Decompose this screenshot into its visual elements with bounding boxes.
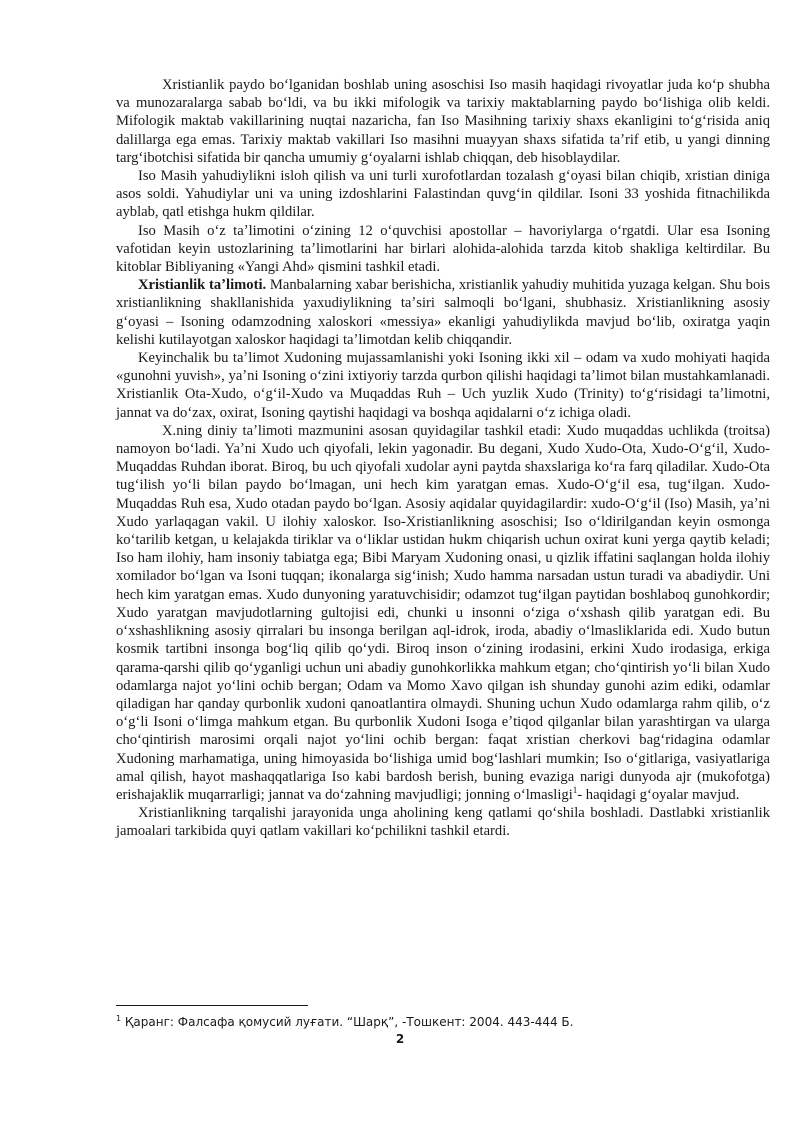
footnote-reference: 1 [572,785,578,796]
paragraph-2: Iso Masih yahudiylikni isloh qilish va uni turli xurofotlardan tozalash gʻoyasi bilan chiqib, xristian diniga asos soldi. Yahudiylar uni va uning izdoshlarini Falastindan quvgʻin qildilar. Isoni 33 yoshida fitnachilikda ayblab, qatl etishga hukm qildilar. [116,168,770,221]
footnote-marker: 1 [116,1014,122,1023]
footnote-text: Қаранг: Фалсафа қомусий луғати. “Шарқ”, -Тошкент: 2004. 443-444 Б. [121,1015,574,1029]
section-heading: Xristianlik taʼlimoti. [138,277,267,294]
paragraph-7: Xristianlikning tarqalishi jarayonida unga aholining keng qatlami qoʻshila boshladi. Dastlabki xristianlik jamoalari tarkibida quyi qatlam vakillari koʻpchilikni tashkil etardi. [116,805,770,840]
paragraph-6 [116,422,770,804]
paragraph-6-text: X.ning diniy taʼlimoti mazmunini asosan quyidagilar tashkil etadi: Xudo muqaddas uchlikda (troitsa) namoyon boʻladi. Yaʼni Xudo uch qiyofali, lekin yagonadir. Bu degani, Xudo Xudo-Ota, Xudo-Oʻgʻil, Xudo-Muqaddas Ruhdan iborat. Biroq, bu uch qiyofali xudolar ayni paytda shaxslariga koʻra farq qiladilar. Xudo-Ota tugʻilish yoʻli bilan paydo boʻlmagan, uni hech kim yaratgan emas. Xudo-Oʻgʻil esa, tugʻilgan. Xudo-Muqaddas Ruh esa, Xudo otadan paydo boʻlgan. Asosiy aqidalar quyidagilardir: xudo-Oʻgʻil (Iso) Masih, yaʼni Xudo yarlaqagan vakil. U ilohiy xaloskor. Iso-Xristianlikning asoschisi; Iso oʻldirilgandan keyin osmonga koʻtarilib ketgan, u kelajakda tiriklar va oʻliklar ustidan hukm chiqarish uchun oxirat kuni yerga qaytib keladi; Iso ham ilohiy, ham insoniy tabiatga ega; Bibi Maryam Xudoning onasi, u qizlik iffatini saqlangan holda ilohiy xomilador boʻlgan va Isoni tuqqan; ikonalarga sigʻinish; Xudo hamma narsadan ustun turadi va abadiydir. Uni hech kim yaratgan emas. Xudo dunyoning yaratuvchisidir; odamzot tugʻilgan paytidan boshlaboq gunohkordir; Xudo yaratgan mavjudotlarning gultojisi edi, chunki u insonni oʻziga oʻxshash qilib yaratgan edi. Bu oʻxshashlikning asosiy qirralari bu insonga berilgan aql-idrok, iroda, abadiy oʻlmasliklarida edi. Xudo butun kosmik tartibni insonga bogʻliq qilib qoʻydi. Biroq inson oʻzining irodasini, erkini Xudo irodasiga, erkiga qarama-qarshi qilib qoʻyganligi uchun uni abadiy gunohkorlikka mahkum etgan; choʻqintirish yoʻli bilan Xudo odamlarga najot yoʻlini ochib bergan; Odam va Momo Xavo qilgan ish shunday gunohi azim ediki, odamlar qiladigan har qanday qurbonlik xudoni qanoatlantira olmaydi. Shuning uchun Xudo odamlarga rahm qilib, oʻz oʻgʻli Isoni oʻlimga mahkum etgan. Bu qurbonlik Xudoni Isoga eʼtiqod qilganlar bilan yarashtirgan va ularga choʻqintirish marosimi orqali najot yoʻlini ochib bergan: faqat xristian cherkovi bagʻridagina odamlar Xudoning marhamatiga, uning himoyasida boʻlishiga umid bogʻlashlari mumkin; Iso oʻgitlariga, vasiyatlariga amal qilish, hayot mashaqqatlariga Iso kabi bardosh berish, buning evaziga narigi dunyoda ajr (mukofotga) erishajaklik muqarrarligi; jannat va doʻzahning mavjudligi; jonning oʻlmasligi [116,422,770,803]
paragraph-6-tail: - haqidagi gʻoyalar mavjud. [577,786,740,803]
paragraph-4-text: Manbalarning xabar berishicha, xristianlik yahudiy muhitida yuzaga kelgan. Shu bois xristianlikning shakllanishida yaxudiylikning taʼsiri salmoqli boʻlgani, shubhasiz. Xristianlikning asosiy gʻoyasi – Isoning odamzodning xaloskori «messiya» ekanligi yahudiylikda mavjud boʻlib, oxiratga yaqin kelishi kutilayotgan xaloskor haqidagi taʼlimotdan kelib chiqqandir. [116,277,770,348]
paragraph-3: Iso Masih oʻz taʼlimotini oʻzining 12 oʻquvchisi apostollar – havoriylarga oʻrgatdi. Ular esa Isoning vafotidan keyin ustozlarining taʼlimotlarini har birlari alohida-alohida tarzda kitob shakliga keltirdilar. Bu kitoblar Bibliyaning «Yangi Ahd» qismini tashkil etadi. [116,222,770,276]
page-number: 2 [395,1032,405,1046]
paragraph-4 [116,276,770,349]
paragraph-5: Keyinchalik bu taʼlimot Xudoning mujassamlanishi yoki Isoning ikki xil – odam va xudo mohiyati haqida «gunohni yuvish», yaʼni Isoning oʻzini ixtiyoriy tarzda qurbon qilishi haqidagi taʼlimot bilan mustahkamlanadi. Xristianlik Ota-Xudo, oʻgʻil-Xudo va Muqaddas Ruh – Uch yuzlik Xudo (Trinity) toʻgʻrisidagi taʼlimotni, jannat va doʻzax, oxirat, Isoning qaytishi haqidagi va boshqa aqidalarni oʻz ichiga oladi. [116,350,770,421]
paragraph-1: Xristianlik paydo boʻlganidan boshlab uning asoschisi Iso masih haqidagi rivoyatlar juda koʻp shubha va munozaralarga sabab boʻldi, va bu ikki mifologik va tarixiy maktablarning paydo boʻlishiga olib keldi. Mifologik maktab vakillarining nuqtai nazaricha, fan Iso Masihning tarixiy shaxs ekanligini toʻgʻrisida aniq dalillarga ega emas. Tarixiy maktab vakillari Iso masihni muayyan shaxs sifatida taʼrif etib, u yangi dinning targʻibotchisi sifatida bir qancha umumiy gʻoyalarni ishlab chiqqan, deb hisoblaydilar. [116,77,770,166]
footnote-separator [116,1005,308,1006]
body-text [116,76,770,841]
footnote [116,1014,770,1030]
